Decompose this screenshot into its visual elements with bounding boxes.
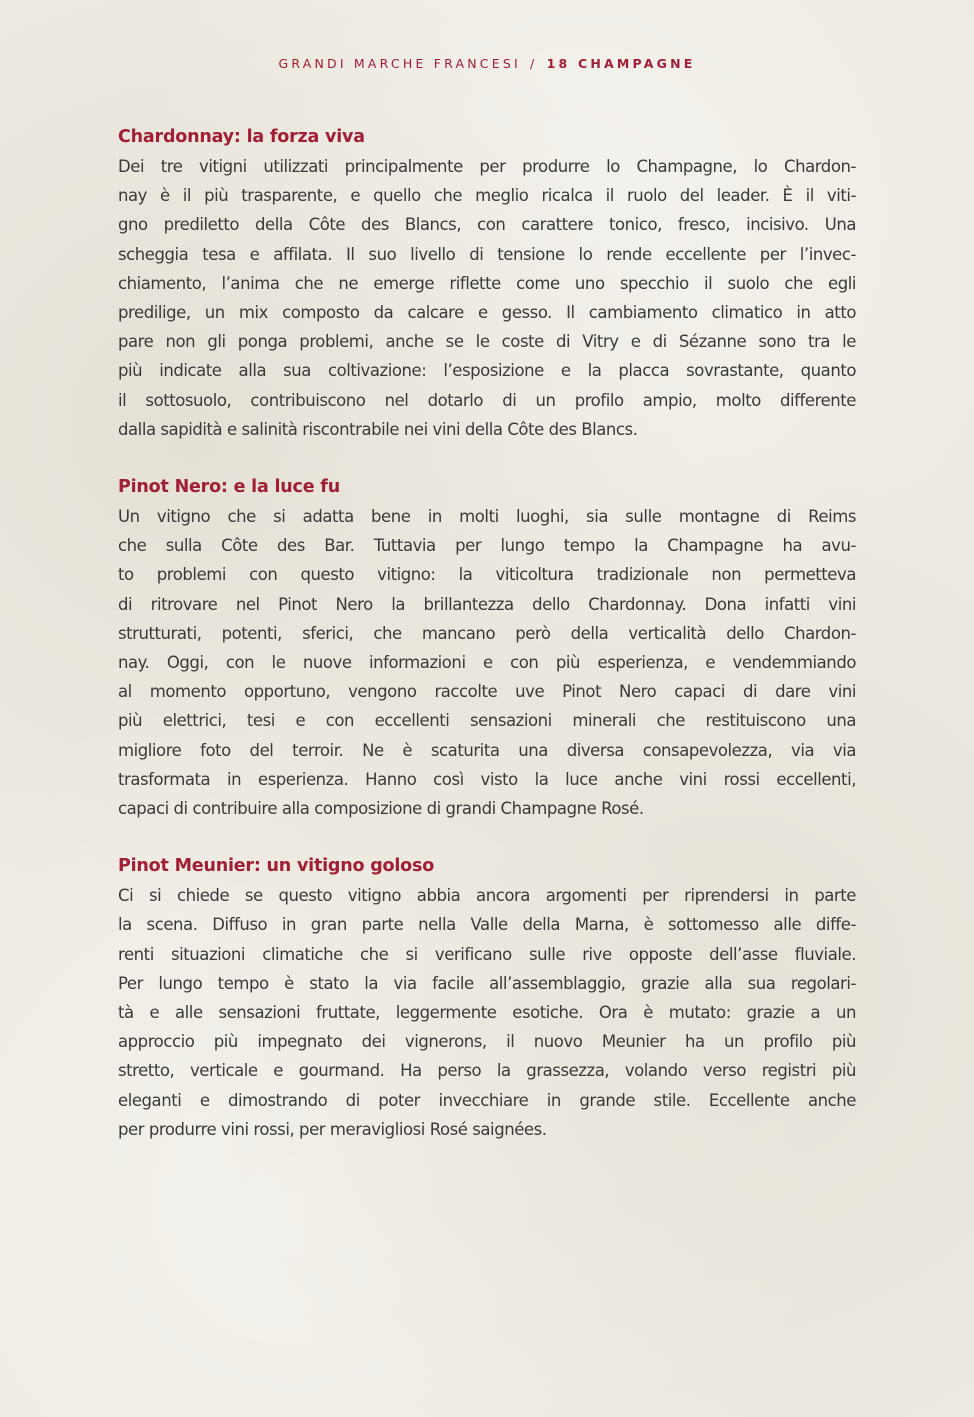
header-chapter-title: 18 CHAMPAGNE — [546, 56, 696, 71]
text-line: approccio più impegnato dei vignerons, il nuovo Meunier ha un profilo più — [118, 1032, 856, 1052]
text-line: la scena. Diffuso in gran parte nella Valle della Marna, è sottomesso alle diffe- — [118, 915, 856, 935]
text-line: to problemi con questo vitigno: la viticoltura tradizionale non permetteva — [118, 565, 856, 585]
section-title: Pinot Nero: e la luce fu — [118, 477, 340, 498]
text-line: dalla sapidità e salinità riscontrabile nei vini della Côte des Blancs. — [118, 419, 638, 439]
section-title: Pinot Meunier: un vitigno goloso — [118, 856, 435, 877]
article-body — [118, 123, 856, 1173]
text-line: renti situazioni climatiche che si verificano sulle rive opposte dell’asse fluviale. — [118, 944, 856, 964]
text-line: più indicate alla sua coltivazione: l’esposizione e la placca sovrastante, quanto — [118, 361, 856, 381]
text-line: gno prediletto della Côte des Blancs, con carattere tonico, fresco, incisivo. Una — [118, 215, 856, 235]
running-header — [0, 56, 974, 71]
header-book-title: GRANDI MARCHE FRANCESI — [278, 56, 521, 71]
section-paragraph — [118, 502, 856, 823]
section-paragraph — [118, 881, 856, 1144]
text-line: Ci si chiede se questo vitigno abbia ancora argomenti per riprendersi in parte — [118, 886, 856, 906]
text-line: stretto, verticale e gourmand. Ha perso la grassezza, volando verso registri più — [118, 1061, 856, 1081]
text-line: predilige, un mix composto da calcare e gesso. Il cambiamento climatico in atto — [118, 303, 856, 323]
text-line: più elettrici, tesi e con eccellenti sensazioni minerali che restituiscono una — [118, 711, 856, 731]
text-line: il sottosuolo, contribuiscono nel dotarlo di un profilo ampio, molto differente — [118, 390, 856, 410]
section-pinot-meunier — [118, 852, 856, 1144]
section-chardonnay — [118, 123, 856, 444]
text-line: scheggia tesa e affilata. Il suo livello di tensione lo rende eccellente per l’invec- — [118, 244, 856, 264]
text-line: nay. Oggi, con le nuove informazioni e con più esperienza, e vendemmiando — [118, 653, 856, 673]
text-line: nay è il più trasparente, e quello che meglio ricalca il ruolo del leader. È il viti- — [118, 186, 856, 206]
header-separator: / — [530, 56, 538, 71]
section-title: Chardonnay: la forza viva — [118, 127, 365, 147]
text-line: migliore foto del terroir. Ne è scaturita una diversa consapevolezza, via via — [118, 740, 856, 760]
text-line: di ritrovare nel Pinot Nero la brillantezza dello Chardonnay. Dona infatti vini — [118, 594, 856, 614]
section-paragraph — [118, 152, 856, 444]
text-line: eleganti e dimostrando di poter invecchiare in grande stile. Eccellente anche — [118, 1090, 856, 1110]
section-pinot-nero — [118, 473, 856, 823]
text-line: Dei tre vitigni utilizzati principalmente per produrre lo Champagne, lo Chardon- — [118, 157, 856, 176]
text-line: chiamento, l’anima che ne emerge riflette come uno specchio il suolo che egli — [118, 273, 856, 293]
text-line: che sulla Côte des Bar. Tuttavia per lungo tempo la Champagne ha avu- — [118, 536, 856, 556]
text-line: capaci di contribuire alla composizione di grandi Champagne Rosé. — [118, 799, 644, 819]
text-line: per produrre vini rossi, per meravigliosi Rosé saignées. — [118, 1119, 547, 1139]
text-line: strutturati, potenti, sferici, che mancano però della verticalità dello Chardon- — [118, 623, 856, 643]
text-line: trasformata in esperienza. Hanno così visto la luce anche vini rossi eccellenti, — [118, 769, 856, 789]
text-line: Per lungo tempo è stato la via facile all’assemblaggio, grazie alla sua regolari- — [118, 973, 856, 993]
text-line: tà e alle sensazioni fruttate, leggermente esotiche. Ora è mutato: grazie a un — [118, 1003, 856, 1023]
text-line: pare non gli ponga problemi, anche se le coste di Vitry e di Sézanne sono tra le — [118, 332, 856, 352]
text-line: al momento opportuno, vengono raccolte uve Pinot Nero capaci di dare vini — [118, 682, 856, 702]
text-line: Un vitigno che si adatta bene in molti luoghi, sia sulle montagne di Reims — [118, 507, 856, 527]
